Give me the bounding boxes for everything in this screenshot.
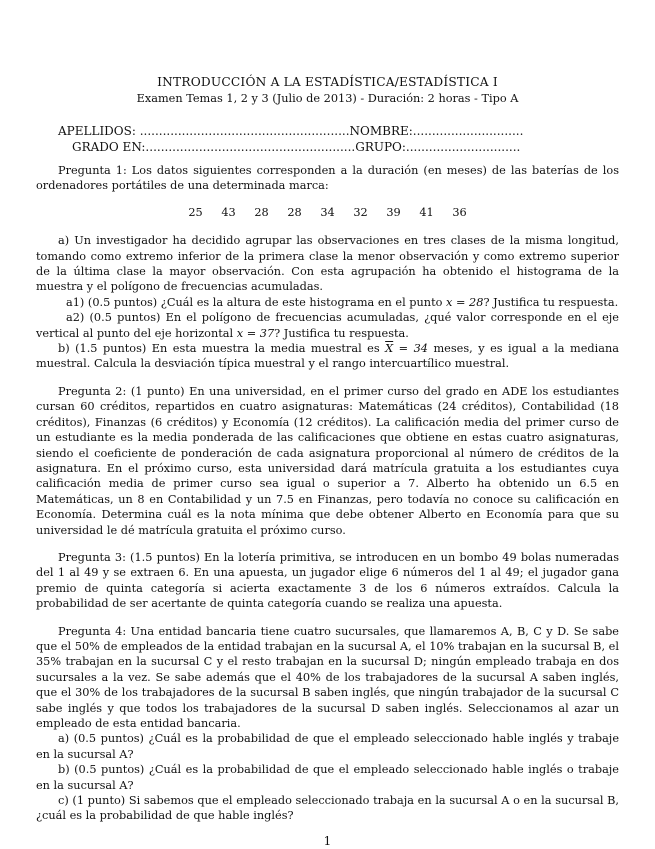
fields-row-2	[58, 139, 619, 155]
mean-symbol: $\overline{X}$	[385, 342, 394, 356]
q4-part-b: b) (0.5 puntos) ¿Cuál es la probabilidad de que el empleado seleccionado hable inglés o trabaje en la sucursal A?	[36, 763, 619, 792]
q1-part-b: b) (1.5 puntos) En esta muestra la media muestral es $\overline{X} = 34$ meses, y es igual a la mediana muestral. Calcula la desviación típica muestral y el rango intercuartílico muestral.	[36, 342, 620, 371]
data-value: 28	[254, 205, 269, 219]
data-value: 41	[419, 205, 434, 219]
data-value: 34	[320, 205, 335, 219]
exam-title: INTRODUCCIÓN A LA ESTADÍSTICA/ESTADÍSTICA I	[157, 75, 498, 89]
q1-part-a: a) Un investigador ha decidido agrupar las observaciones en tres clases de la misma longitud, tomando como extremo inferior de la primera clase la menor observación y como extremo superior de la última clase la mayor observación. Con esta agrupación ha obtenido el histograma de la muestra y el polígono de frecuencias acumuladas.	[36, 234, 619, 294]
exam-page	[36, 74, 619, 824]
q4-part-c: c) (1 punto) Si sabemos que el empleado seleccionado trabaja en la sucursal A o en la sucursal B, ¿cuál es la probabilidad de que hable inglés?	[36, 794, 619, 823]
data-value: 28	[287, 205, 302, 219]
grupo-field: GRUPO:..............................	[355, 140, 521, 154]
math-expression: x = 37	[236, 326, 275, 340]
q3-text: Pregunta 3: (1.5 puntos) En la lotería primitiva, se introducen en un bombo 49 bolas numeradas del 1 al 49 y se extraen 6. En una apuesta, un jugador elige 6 números del 1 al 49; el jugador gana premio de quinta categoría si acierta exactamente 3 de los 6 números extraídos. Calcula la probabilidad de ser acertante de quinta categoría cuando se realiza una apuesta.	[36, 550, 619, 611]
student-fields	[58, 123, 619, 155]
q4-part-a: a) (0.5 puntos) ¿Cuál es la probabilidad de que el empleado seleccionado hable inglés y trabaje en la sucursal A?	[36, 732, 619, 761]
data-value: 36	[452, 205, 467, 219]
grado-field: GRADO EN:.......................................................	[72, 140, 356, 154]
q1-data-values	[36, 205, 619, 220]
q1-intro: Pregunta 1: Los datos siguientes corresponden a la duración (en meses) de las baterías de los ordenadores portátiles de una determinada marca:	[36, 164, 619, 193]
q1-part-a1: a1) (0.5 puntos) ¿Cuál es la altura de este histograma en el punto x = 28? Justifica tu respuesta.	[66, 295, 619, 309]
data-value: 32	[353, 205, 368, 219]
fields-row-1	[58, 123, 619, 139]
data-value: 43	[221, 205, 236, 219]
math-expression: x = 28	[446, 295, 484, 309]
nombre-field: NOMBRE:.............................	[349, 124, 524, 138]
q1-part-a2: a2) (0.5 puntos) En el polígono de frecuencias acumuladas, ¿qué valor corresponde en el eje vertical al punto del eje horizontal x = 37? Justifica tu respuesta.	[36, 311, 619, 340]
data-value: 25	[188, 205, 203, 219]
apellidos-field: APELLIDOS: .......................................................	[58, 124, 350, 138]
q2-text: Pregunta 2: (1 punto) En una universidad, en el primer curso del grado en ADE los estudiantes cursan 60 créditos, repartidos en cuatro asignaturas: Matemáticas (24 créditos), Contabilidad (18 créditos), Finanzas (6 créditos) y Economía (12 créditos). La calificación media del primer curso de un estudiante es la media ponderada de las calificaciones que obtiene en estas cuatro asignaturas, siendo el coeficiente de ponderación de cada asignatura proporcional al número de créditos de la asignatura. En el próximo curso, esta universidad dará matrícula gratuita a los estudiantes cuya calificación media de primer curso sea igual o superior a 7. Alberto ha obtenido un 6.5 en Matemáticas, un 8 en Contabilidad y un 7.5 en Finanzas, pero todavía no conoce su calificación en Economía. Determina cuál es la nota mínima que debe obtener Alberto en Economía para que su universidad le dé matrícula gratuita el próximo curso.	[36, 384, 619, 537]
exam-subtitle: Examen Temas 1, 2 y 3 (Julio de 2013) - Duración: 2 horas - Tipo A	[136, 92, 519, 105]
page-number: 1	[323, 834, 332, 848]
data-value: 39	[386, 205, 401, 219]
q4-intro: Pregunta 4: Una entidad bancaria tiene cuatro sucursales, que llamaremos A, B, C y D. Se sabe que el 50% de empleados de la entidad trabajan en la sucursal A, el 10% trabajan en la sucursal B, el 35% trabajan en la sucursal C y el resto trabajan en la sucursal D; ningún empleado trabaja en dos sucursales a la vez. Se sabe además que el 40% de los trabajadores de la sucursal A saben inglés, que el 30% de los trabajadores de la sucursal B saben inglés, que ningún trabajador de la sucursal C sabe inglés y que todos los trabajadores de la sucursal D saben inglés. Seleccionamos al azar un empleado de esta entidad bancaria.	[36, 624, 619, 730]
